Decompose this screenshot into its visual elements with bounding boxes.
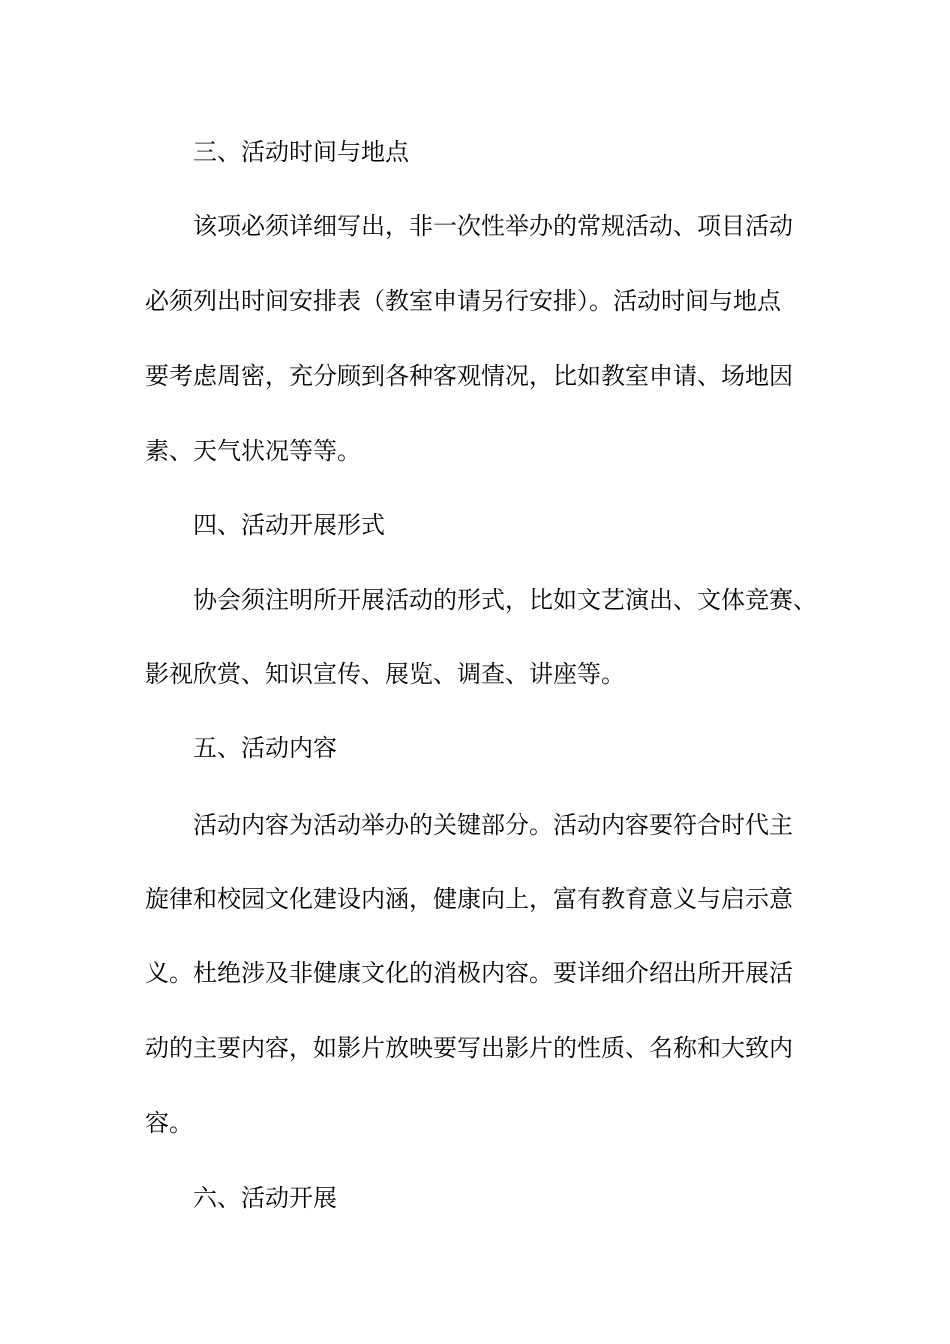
paragraph-line: 影视欣赏、知识宣传、展览、调查、讲座等。 <box>145 660 625 688</box>
paragraph-line: 协会须注明所开展活动的形式，比如文艺演出、文体竞赛、 <box>193 586 817 614</box>
paragraph-line: 该项必须详细写出，非一次性举办的常规活动、项目活动 <box>193 212 793 240</box>
paragraph-line: 必须列出时间安排表（教室申请另行安排）。活动时间与地点 <box>145 287 781 315</box>
paragraph-line: 要考虑周密，充分顾到各种客观情况，比如教室申请、场地因 <box>145 362 793 390</box>
heading-section-6: 六、活动开展 <box>193 1184 337 1212</box>
paragraph-line: 动的主要内容，如影片放映要写出影片的性质、名称和大致内 <box>145 1034 793 1062</box>
paragraph-line: 素、天气状况等等。 <box>145 437 361 465</box>
heading-section-5: 五、活动内容 <box>193 734 337 762</box>
heading-section-3: 三、活动时间与地点 <box>193 138 409 166</box>
heading-section-4: 四、活动开展形式 <box>193 511 385 539</box>
paragraph-line: 容。 <box>145 1109 193 1137</box>
paragraph-line: 旋律和校园文化建设内涵，健康向上，富有教育意义与启示意 <box>145 885 793 913</box>
paragraph-line: 义。杜绝涉及非健康文化的消极内容。要详细介绍出所开展活 <box>145 959 793 987</box>
paragraph-line: 活动内容为活动举办的关键部分。活动内容要符合时代主 <box>193 811 793 839</box>
